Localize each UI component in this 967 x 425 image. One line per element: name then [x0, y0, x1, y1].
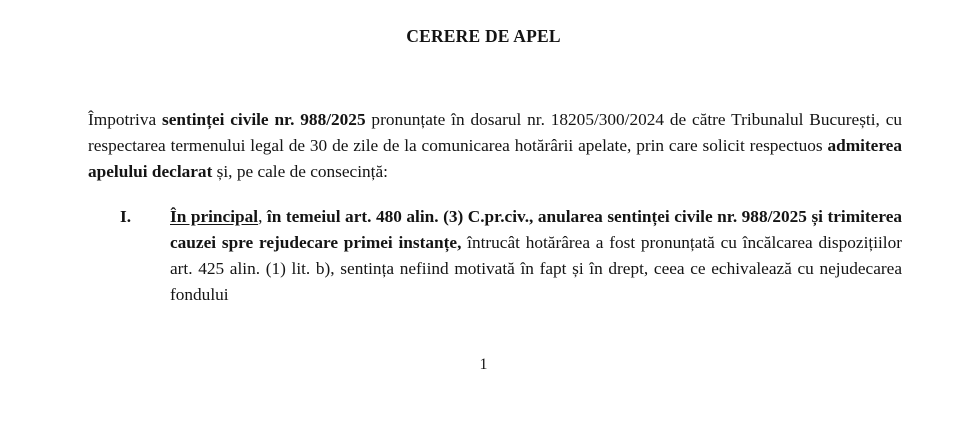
list-item-number: I.: [120, 207, 132, 226]
intro-text-2: pronunțate în dosarul nr. 18205/300/2024 de către Tribunalul București, cu respectarea termenului legal de 30 de zile de la comunicarea hotărârii apelate, prin care solicit respectuos: [88, 110, 902, 155]
intro-bold-request: admiterea apelului declarat: [88, 136, 902, 181]
page-number: 1: [479, 356, 488, 373]
list-item-body: [170, 204, 902, 308]
list-item-bold-request: în temeiul art. 480 alin. (3) C.pr.civ., anularea sentinței civile nr. 988/2025 și trimiterea cauzei spre rejudecare primei instanțe,: [170, 207, 903, 252]
intro-bold-sentence-ref: sentinței civile nr. 988/2025: [161, 110, 366, 129]
list-item-underlined-heading: În principal: [170, 207, 259, 226]
list-item-text-1: ,: [258, 207, 267, 226]
list-item-text-2: întrucât hotărârea a fost pronunțată cu încălcarea dispozițiilor art. 425 alin. (1) lit. b), sentința nefiind motivată în fapt și în drept, ceea ce echivalează cu nejudecarea fondului: [170, 233, 902, 304]
intro-text-1: Împotriva: [88, 110, 162, 129]
intro-text-3: și, pe cale de consecință:: [212, 162, 388, 181]
intro-paragraph: [88, 107, 902, 185]
document-title: CERERE DE APEL: [406, 26, 561, 46]
